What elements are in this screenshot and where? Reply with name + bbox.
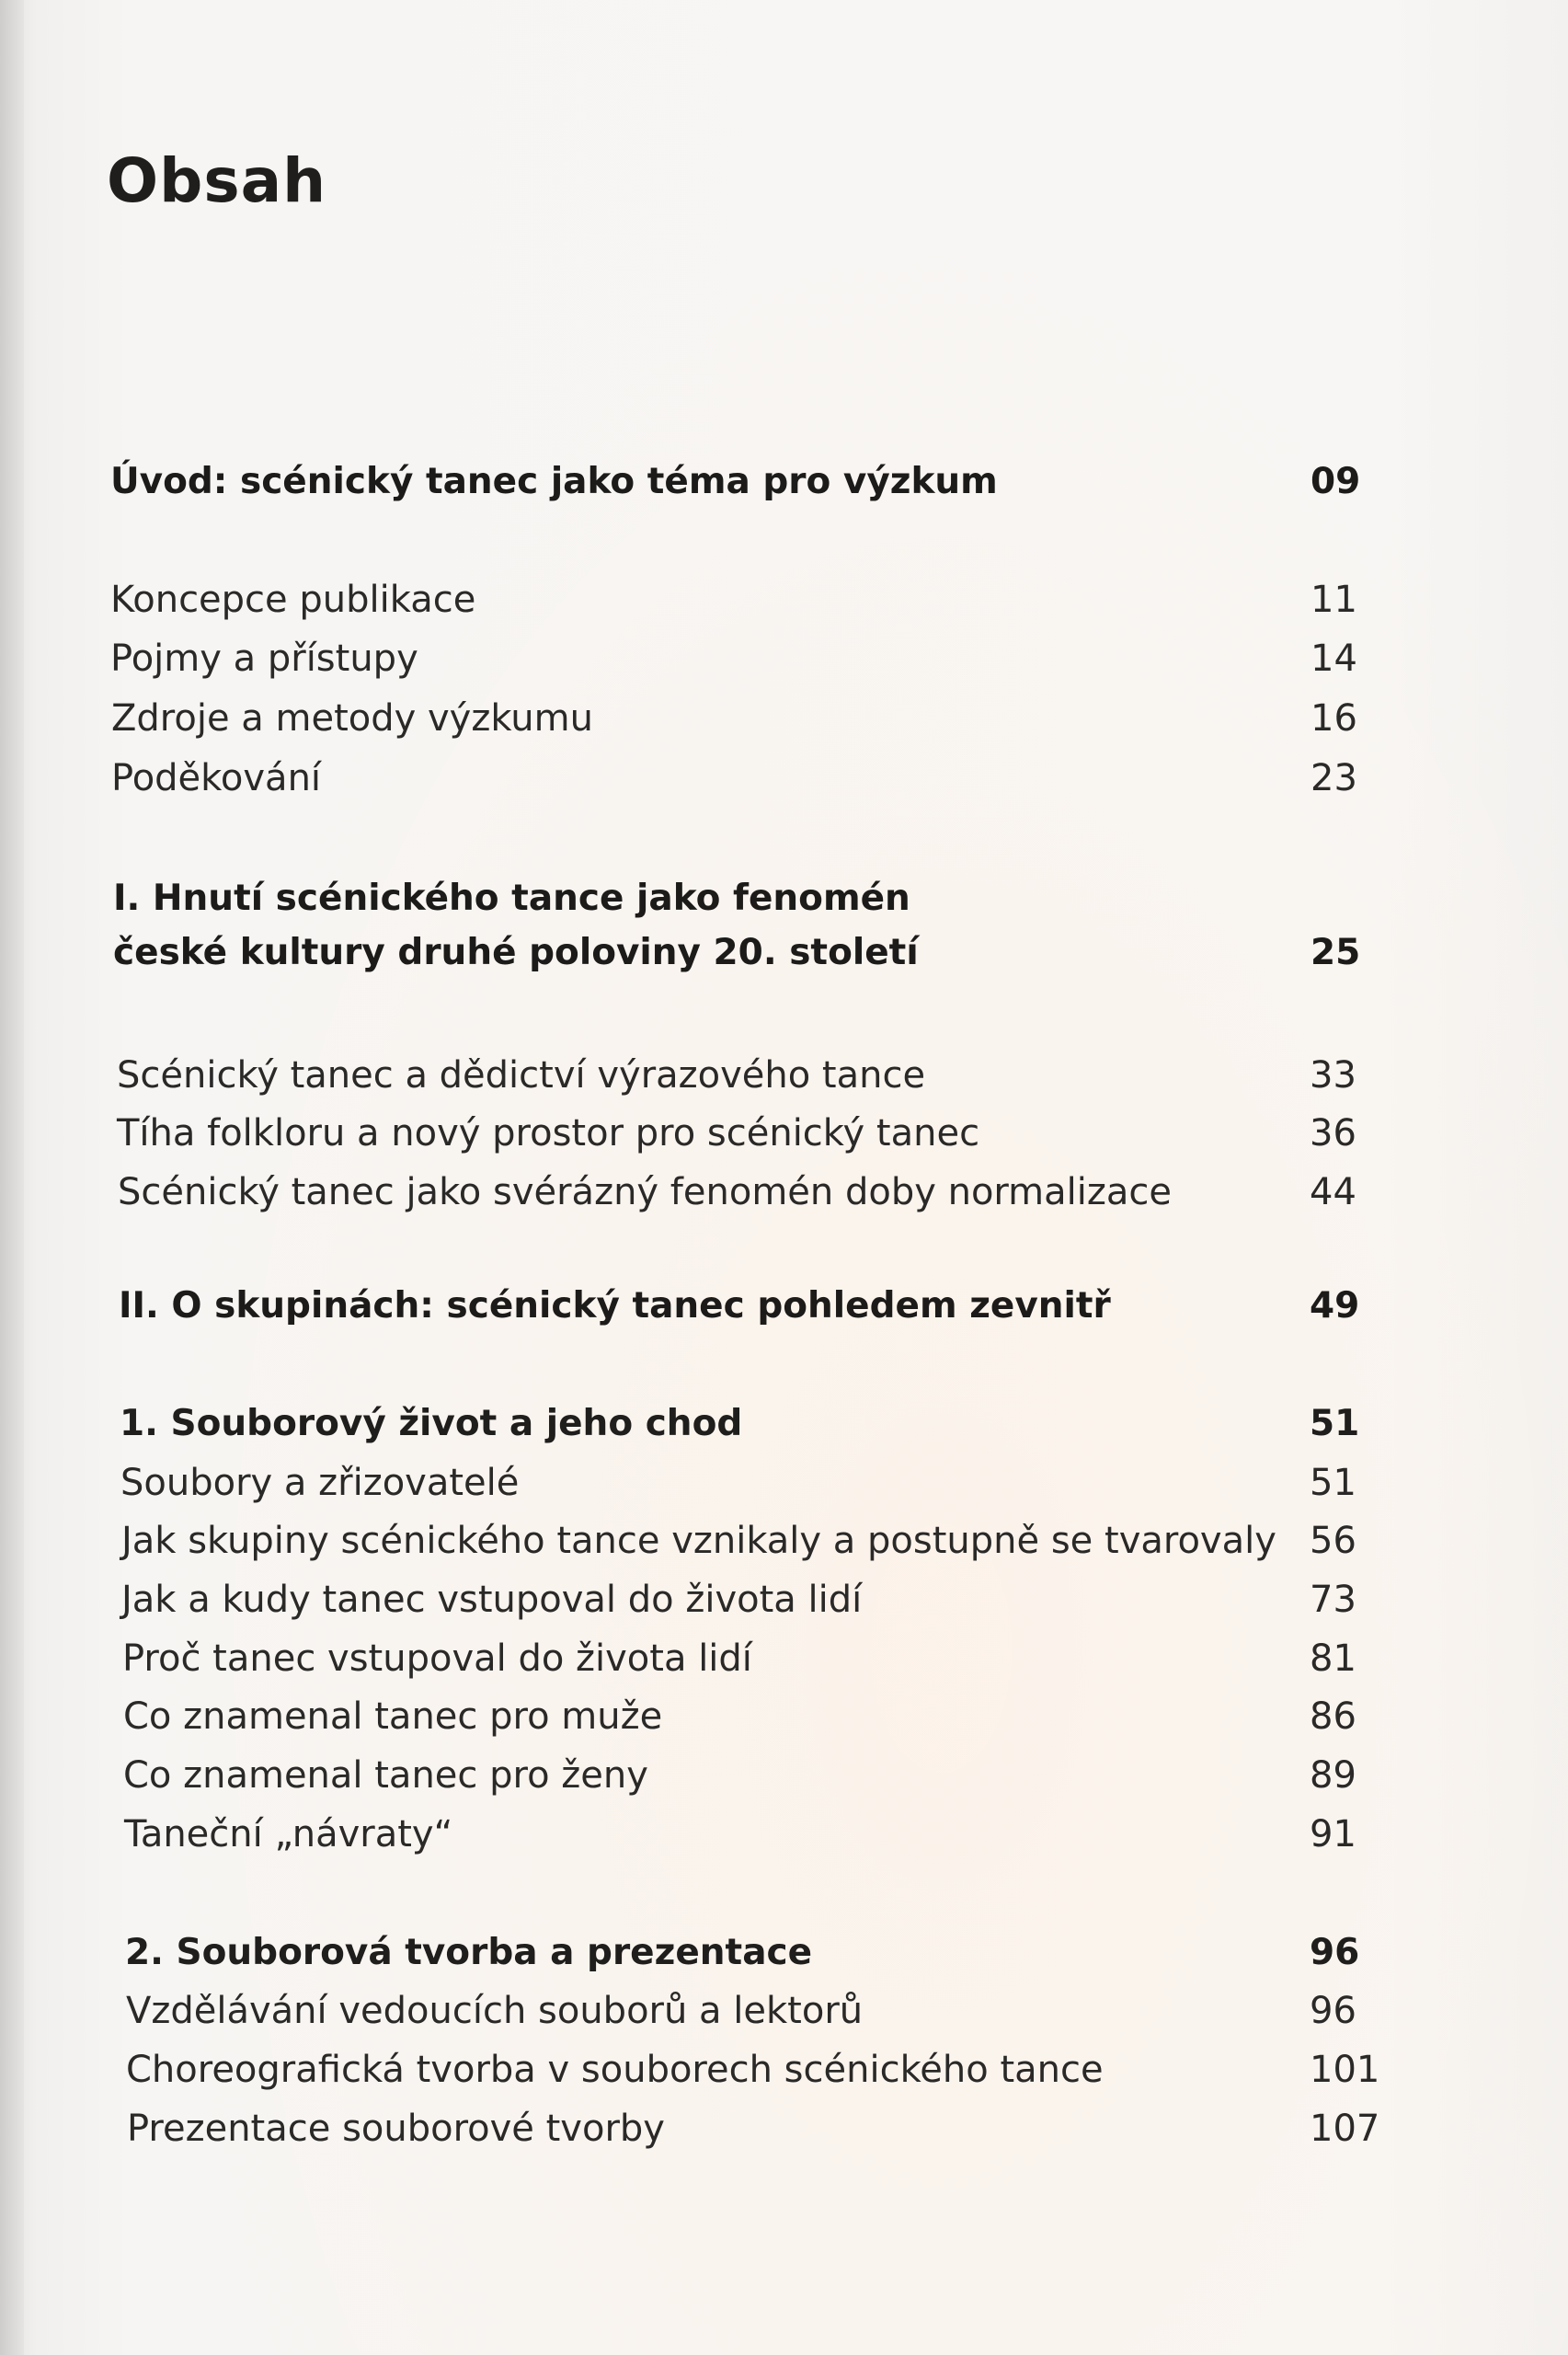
toc-entry-page: 86 (1310, 1695, 1356, 1738)
toc-entry-page: 25 (1310, 932, 1361, 973)
toc-entry-page: 101 (1310, 2049, 1380, 2091)
toc-entry-title: Tíha folkloru a nový prostor pro scénický tanec (117, 1112, 980, 1155)
toc-entry-title: Poděkování (111, 757, 322, 799)
toc-entry-title: II. O skupinách: scénický tanec pohledem zevnitř (119, 1285, 1111, 1327)
toc-entry-title: Úvod: scénický tanec jako téma pro výzkum (110, 461, 998, 502)
page-title: Obsah (107, 145, 327, 216)
toc-entry-title: Scénický tanec jako svérázný fenomén doby normalizace (118, 1171, 1172, 1213)
toc-entry-title: 2. Souborová tvorba a prezentace (125, 1932, 813, 1973)
toc-entry-title: Koncepce publikace (110, 579, 476, 621)
toc-entry-title: Pojmy a přístupy (110, 638, 418, 680)
toc-entry-title: Taneční „návraty“ (124, 1813, 453, 1855)
toc-entry-page: 81 (1310, 1637, 1356, 1680)
toc-entry-title: Zdroje a metody výzkumu (111, 697, 593, 740)
toc-entry-title: české kultury druhé poloviny 20. století (113, 932, 919, 973)
toc-entry-page: 09 (1310, 461, 1361, 502)
toc-entry-title: Choreografická tvorba v souborech scénického tance (126, 2049, 1104, 2091)
toc-entry-page: 96 (1310, 1990, 1356, 2032)
toc-entry-page: 51 (1310, 1403, 1360, 1444)
toc-entry-title: Scénický tanec a dědictví výrazového tance (117, 1054, 926, 1097)
toc-entry-title: Soubory a zřizovatelé (120, 1462, 520, 1504)
toc-entry-page: 96 (1310, 1932, 1360, 1973)
toc-entry-page: 107 (1310, 2108, 1380, 2150)
toc-entry-page: 33 (1310, 1054, 1356, 1097)
toc-entry-page: 89 (1310, 1754, 1356, 1797)
toc-entry-page: 14 (1310, 638, 1357, 680)
toc-entry-title: 1. Souborový život a jeho chod (120, 1403, 743, 1444)
toc-entry-title: Proč tanec vstupoval do života lidí (122, 1637, 752, 1680)
toc-entry-page: 49 (1310, 1285, 1360, 1327)
toc-entry-title: Jak skupiny scénického tance vznikaly a postupně se tvarovaly (121, 1520, 1276, 1562)
toc-entry-page: 36 (1310, 1112, 1356, 1155)
toc-entry-page: 73 (1310, 1579, 1356, 1621)
toc-entry-title: I. Hnutí scénického tance jako fenomén (113, 878, 910, 919)
toc-entry-page: 51 (1310, 1462, 1356, 1504)
toc-entry-page: 56 (1310, 1520, 1356, 1562)
toc-entry-title: Co znamenal tanec pro ženy (123, 1754, 648, 1797)
toc-entry-page: 44 (1310, 1171, 1356, 1213)
toc-entry-title: Jak a kudy tanec vstupoval do života lidí (121, 1579, 863, 1621)
toc-entry-title: Vzdělávání vedoucích souborů a lektorů (126, 1990, 864, 2032)
toc-entry-title: Prezentace souborové tvorby (127, 2108, 665, 2150)
toc-entry-page: 23 (1310, 757, 1357, 799)
toc-entry-page: 11 (1310, 579, 1357, 621)
toc-entry-title: Co znamenal tanec pro muže (123, 1695, 663, 1738)
toc-entry-page: 16 (1310, 697, 1357, 740)
toc-entry-page: 91 (1310, 1813, 1356, 1855)
